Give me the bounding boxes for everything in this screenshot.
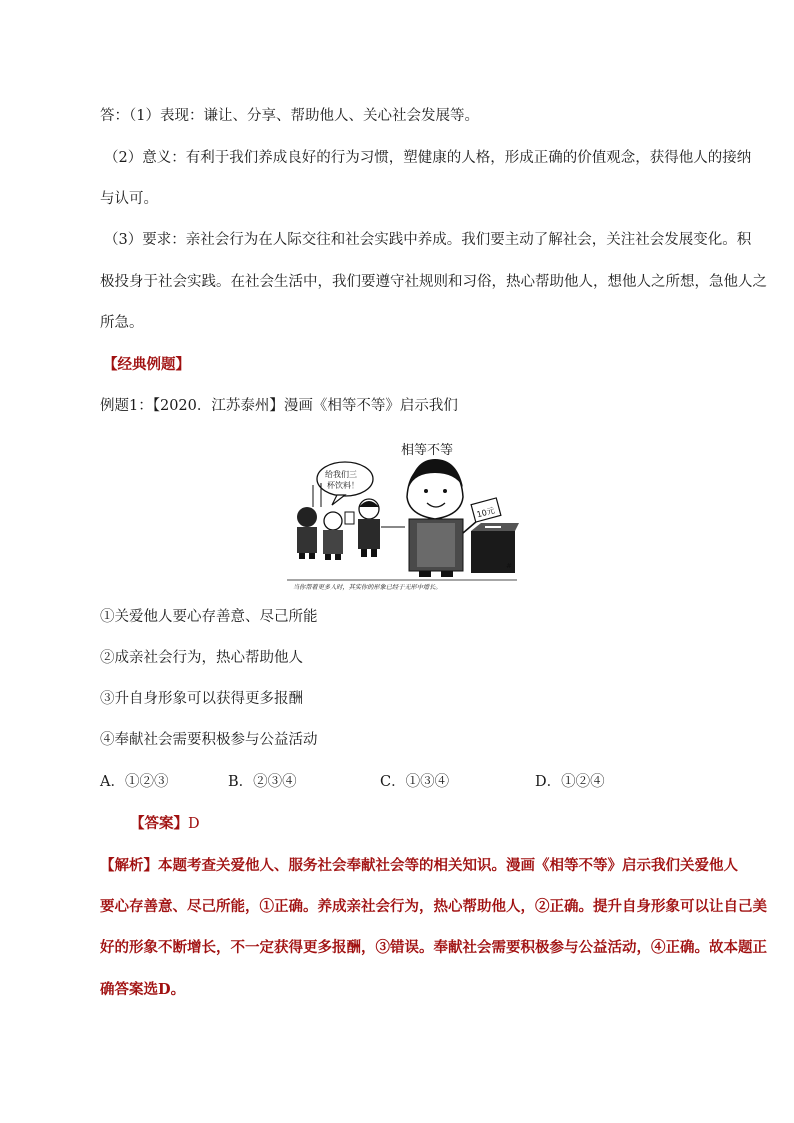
- section-title: 【经典例题】: [103, 356, 190, 373]
- analysis-line-3: 好的形象不断增长，不一定获得更多报酬，③错误。奉献社会需要积极参与公益活动，④正确。故本题正: [100, 939, 767, 956]
- option-c: C．①③④: [380, 774, 450, 790]
- money-label: 10元: [475, 505, 496, 520]
- answer-line-5: 极投身于社会实践。在社会生活中，我们要遵守社规则和习俗，热心帮助他人，想他人之所想，急他人之: [100, 274, 767, 290]
- person-3-icon: [345, 499, 380, 557]
- answer-line-6: 所急。: [100, 315, 144, 331]
- answer-line-1: 答：（1）表现：谦让、分享、帮助他人、关心社会发展等。: [100, 108, 479, 124]
- analysis-line-2: 要心存善意、尽己所能，①正确。养成亲社会行为，热心帮助他人，②正确。提升自身形象可以让自己美: [100, 898, 767, 915]
- answer-key-tag: 【答案】: [130, 815, 188, 832]
- bubble-line-2: 杯饮料！: [327, 481, 359, 490]
- speech-bubble: [317, 462, 373, 496]
- comic-title: 相等不等: [401, 443, 454, 458]
- answer-line-4: （3）要求：亲社会行为在人际交往和社会实践中养成。我们要主动了解社会，关注社会发展变化。积: [104, 232, 752, 248]
- answer-line-2: （2）意义：有利于我们养成良好的行为习惯，塑健康的人格，形成正确的价值观念，获得他人的接纳: [104, 150, 752, 166]
- big-person-icon: [407, 459, 477, 577]
- speech-bubble-tail: [332, 495, 345, 505]
- statement-1: ①关爱他人要心存善意、尽己所能: [100, 609, 318, 625]
- question-text: 例题1：【2020．江苏泰州】漫画《相等不等》启示我们: [100, 398, 458, 414]
- analysis-line-1: 【解析】本题考查关爱他人、服务社会奉献社会等的相关知识。漫画《相等不等》启示我们关爱他人: [100, 857, 738, 874]
- comic-illustration: [285, 437, 520, 592]
- option-a: A．①②③: [100, 774, 169, 790]
- statement-3: ③升自身形象可以获得更多报酬: [100, 691, 303, 707]
- analysis-line-4: 确答案选D。: [100, 981, 186, 998]
- person-1-icon: [297, 507, 317, 559]
- bubble-line-1: 给我们三: [325, 470, 357, 479]
- answer-line-3: 与认可。: [100, 191, 158, 207]
- answer-key: [130, 814, 200, 834]
- person-2-icon: [323, 512, 343, 560]
- money-note: [471, 498, 501, 522]
- comic-caption: 当你帮着更多人时，其实你的形象已经于无形中增长。: [293, 584, 442, 591]
- statement-4: ④奉献社会需要积极参与公益活动: [100, 732, 318, 748]
- option-b: B．②③④: [228, 774, 297, 790]
- option-d: D．①②④: [535, 774, 605, 790]
- artist-mark: #: [506, 562, 512, 570]
- answer-key-value: D: [188, 816, 200, 832]
- statement-2: ②成亲社会行为，热心帮助他人: [100, 650, 303, 666]
